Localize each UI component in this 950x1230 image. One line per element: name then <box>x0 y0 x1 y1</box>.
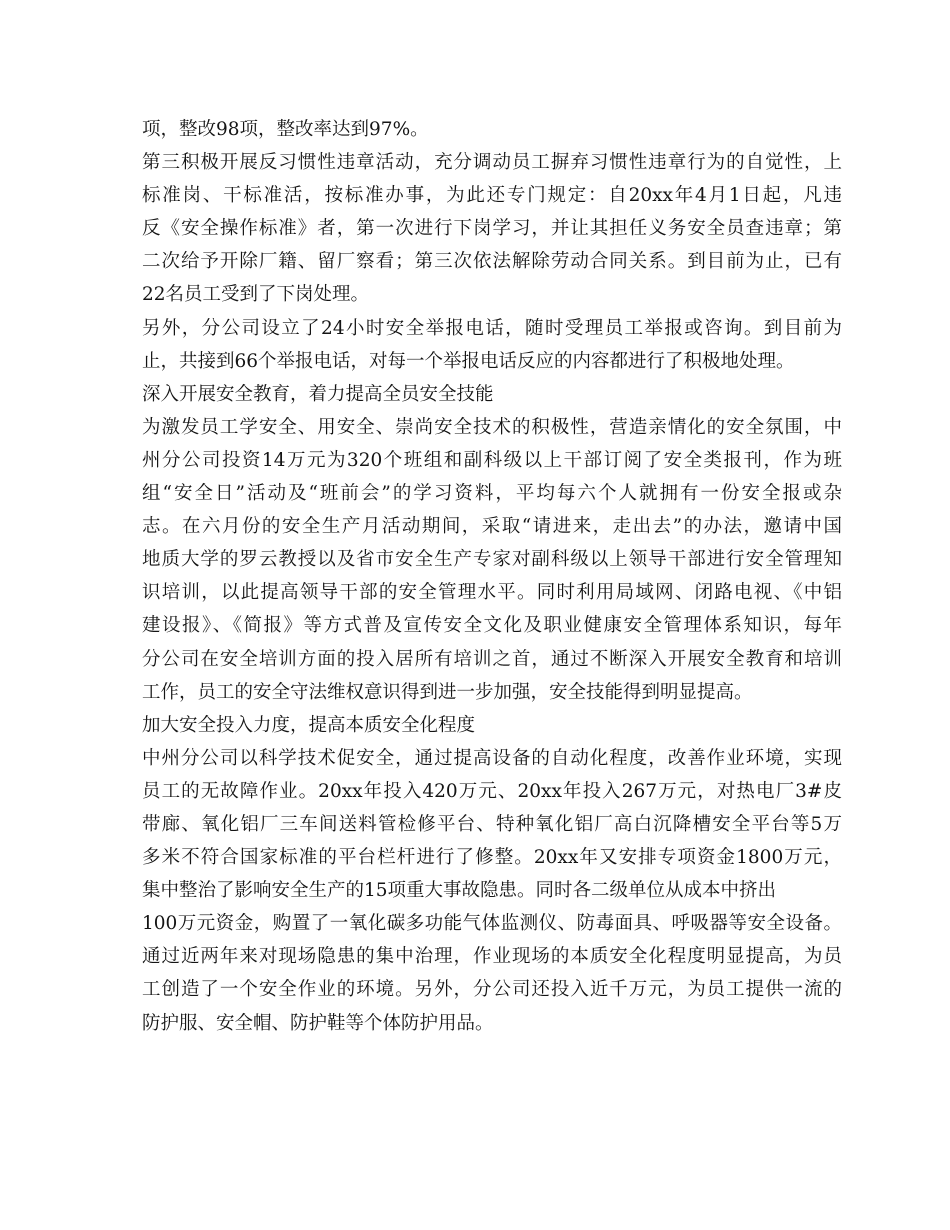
section-heading: 深入开展安全教育，着力提高全员安全技能 <box>142 383 494 405</box>
paragraph-line: 地质大学的罗云教授以及省市安全生产专家对副科级以上领导干部进行安全管理知 <box>142 549 842 571</box>
paragraph-line: 项，整改98项，整改率达到97%。 <box>142 119 429 140</box>
paragraph-line: 反《安全操作标准》者，第一次进行下岗学习，并让其担任义务安全员查违章；第 <box>142 218 842 240</box>
paragraph-line: 100万元资金，购置了一氧化碳多功能气体监测仪、防毒面具、呼吸器等安全设备。 <box>142 913 842 935</box>
paragraph-line: 防护服、安全帽、防护鞋等个体防护用品。 <box>142 1012 494 1034</box>
paragraph-line: 多米不符合国家标准的平台栏杆进行了修整。20xx年又安排专项资金1800万元， <box>142 847 842 869</box>
paragraph-line: 识培训，以此提高领导干部的安全管理水平。同时利用局域网、闭路电视、《中铝 <box>142 582 842 604</box>
paragraph-line: 二次给予开除厂籍、留厂察看；第三次依法解除劳动合同关系。到目前为止，已有 <box>142 251 842 273</box>
paragraph-line: 通过近两年来对现场隐患的集中治理，作业现场的本质安全化程度明显提高，为员 <box>142 946 842 968</box>
paragraph-line: 工作，员工的安全守法维权意识得到进一步加强，安全技能得到明显提高。 <box>142 681 753 703</box>
paragraph-line: 止，共接到66个举报电话，对每一个举报电话反应的内容都进行了积极地处理。 <box>142 350 795 372</box>
paragraph-line: 员工的无故障作业。20xx年投入420万元、20xx年投入267万元，对热电厂3#皮 <box>142 780 842 802</box>
paragraph-line: 组“安全日”活动及“班前会”的学习资料，平均每六个人就拥有一份安全报或杂 <box>142 483 842 505</box>
paragraph-line: 志。在六月份的安全生产月活动期间，采取“请进来，走出去”的办法，邀请中国 <box>142 516 842 538</box>
document-body <box>142 113 842 1040</box>
paragraph-line: 工创造了一个安全作业的环境。另外，分公司还投入近千万元，为员工提供一流的 <box>142 979 842 1001</box>
paragraph-line: 建设报》、《简报》等方式普及宣传安全文化及职业健康安全管理体系知识，每年 <box>142 615 842 637</box>
section-heading: 加大安全投入力度，提高本质安全化程度 <box>142 714 476 736</box>
paragraph-line: 带廊、氧化铝厂三车间送料管检修平台、特种氧化铝厂高白沉降槽安全平台等5万 <box>142 813 842 835</box>
paragraph-line: 为激发员工学安全、用安全、崇尚安全技术的积极性，营造亲情化的安全氛围，中 <box>142 416 842 438</box>
paragraph-line: 22名员工受到了下岗处理。 <box>142 284 370 306</box>
paragraph-line: 分公司在安全培训方面的投入居所有培训之首，通过不断深入开展安全教育和培训 <box>142 648 842 670</box>
paragraph-line: 中州分公司以科学技术促安全，通过提高设备的自动化程度，改善作业环境，实现 <box>142 747 842 769</box>
paragraph-line: 州分公司投资14万元为320个班组和副科级以上干部订阅了安全类报刊，作为班 <box>142 449 842 471</box>
paragraph-line: 第三积极开展反习惯性违章活动，充分调动员工摒弃习惯性违章行为的自觉性，上 <box>142 152 842 174</box>
paragraph-line: 另外，分公司设立了24小时安全举报电话，随时受理员工举报或咨询。到目前为 <box>142 317 842 339</box>
paragraph-line: 集中整治了影响安全生产的15项重大事故隐患。同时各二级单位从成本中挤出 <box>142 880 777 902</box>
paragraph-line: 标准岗、干标准活，按标准办事，为此还专门规定：自20xx年4月1日起，凡违 <box>142 185 842 207</box>
